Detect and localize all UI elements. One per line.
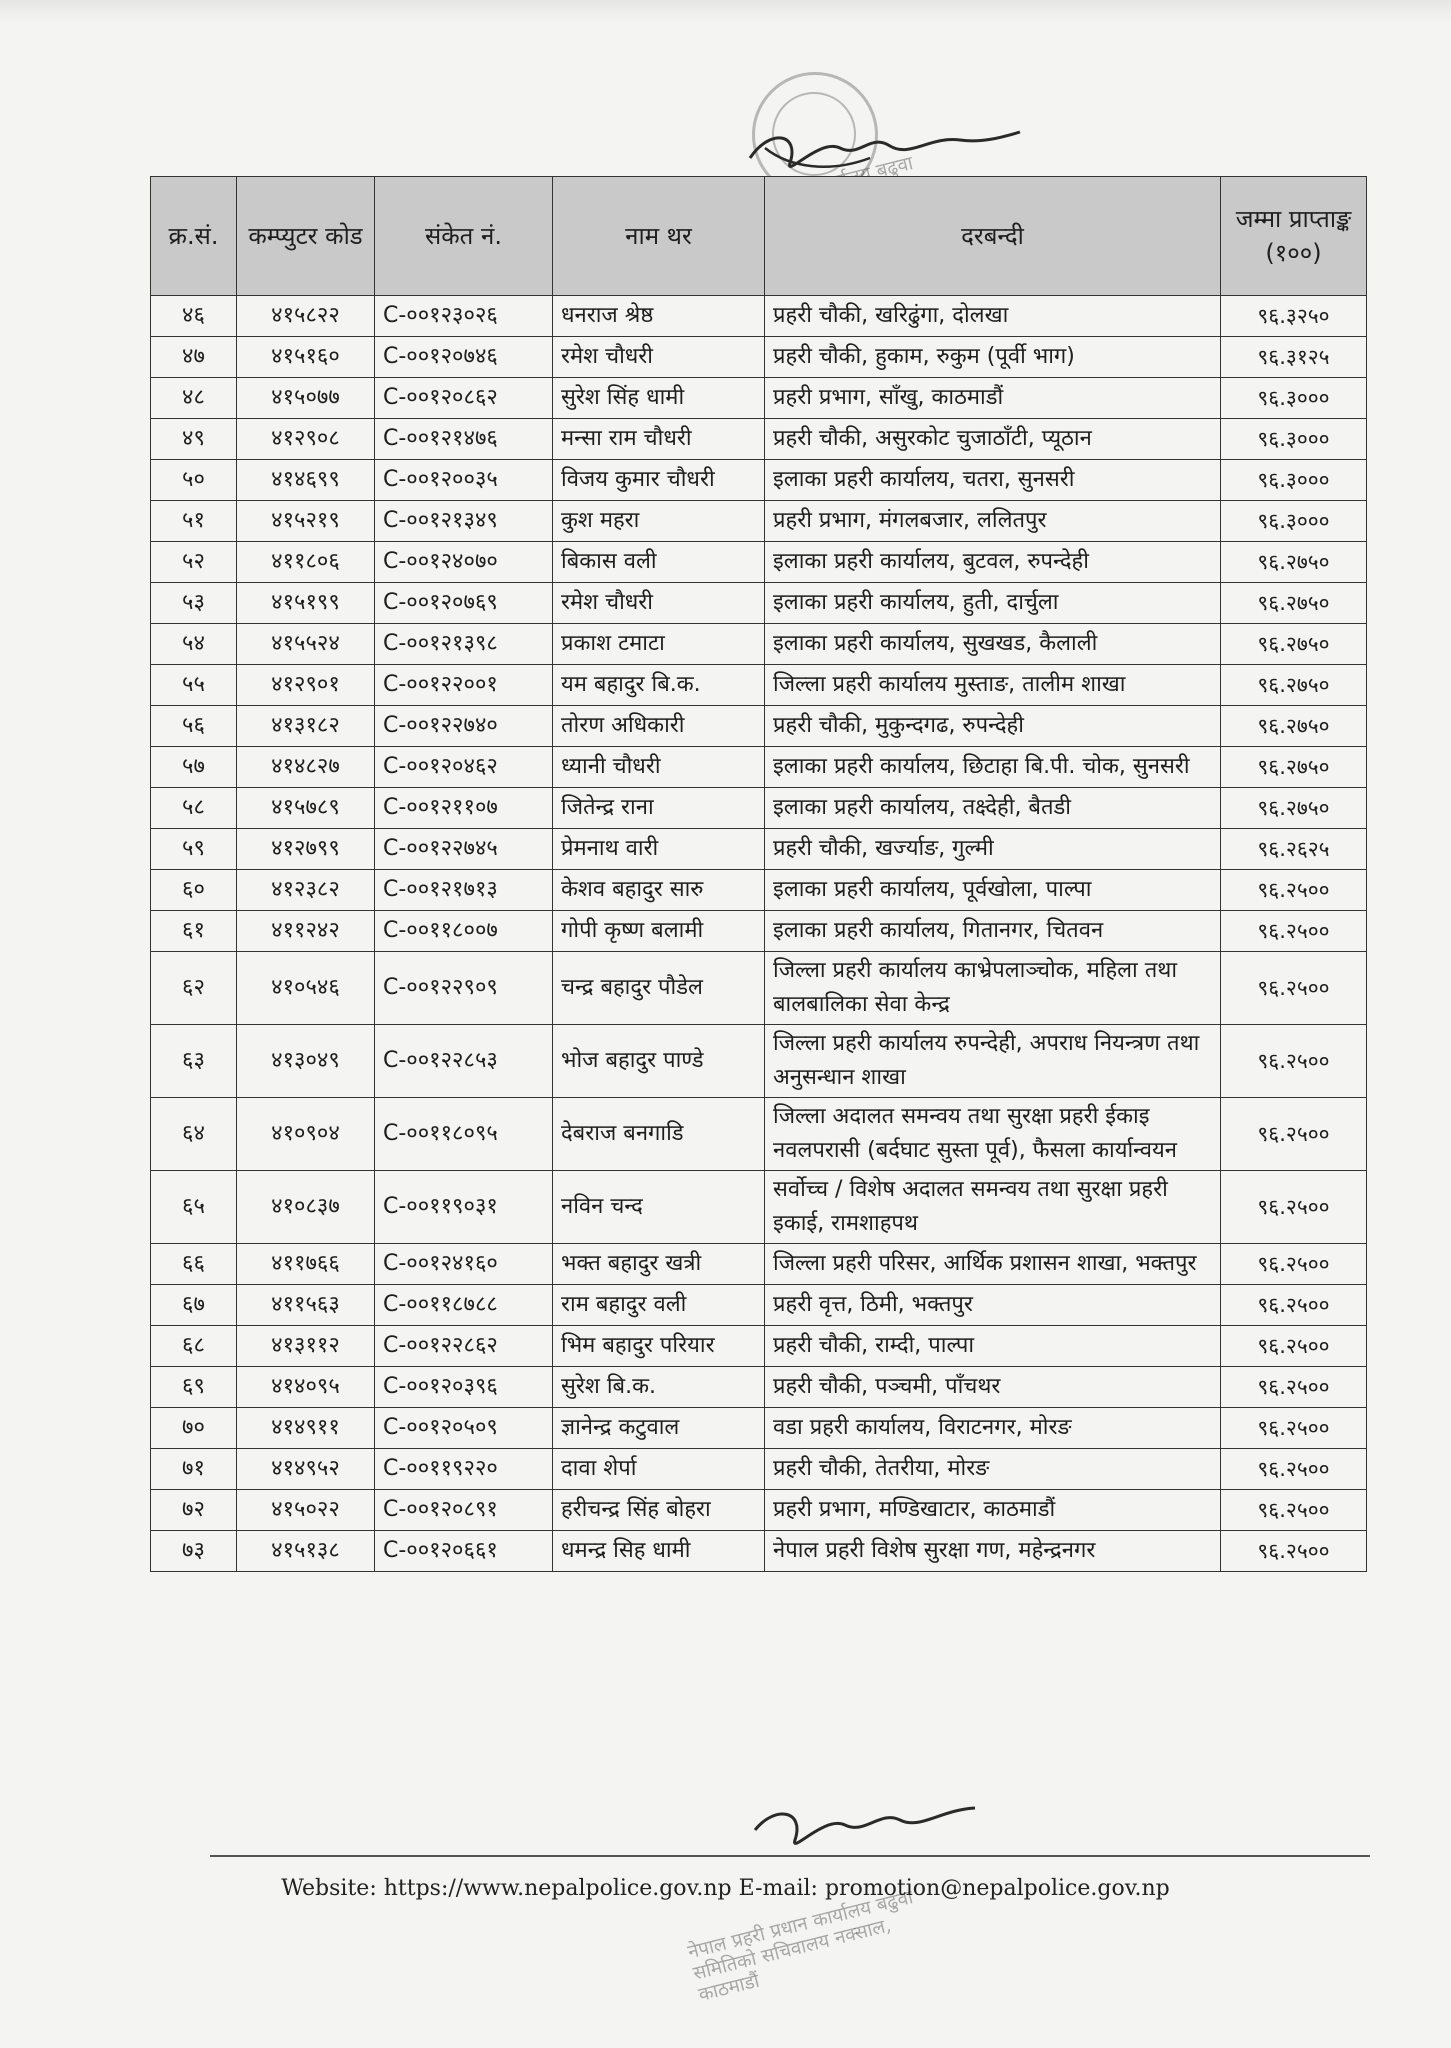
cell-computer-code: ४१०५४६ bbox=[237, 952, 375, 1025]
cell-computer-code: ४१०८३७ bbox=[237, 1171, 375, 1244]
cell-name: रमेश चौधरी bbox=[553, 583, 765, 624]
cell-computer-code: ४१४९५२ bbox=[237, 1449, 375, 1490]
table-row bbox=[151, 1326, 1367, 1367]
cell-computer-code: ४१५८२२ bbox=[237, 296, 375, 337]
cell-computer-code: ४११२४२ bbox=[237, 911, 375, 952]
cell-score: ९६.३००० bbox=[1221, 501, 1367, 542]
cell-sn: ४७ bbox=[151, 337, 237, 378]
scan-top-edge bbox=[0, 0, 1451, 22]
cell-symbol-no: C-००१२२८५३ bbox=[375, 1025, 553, 1098]
cell-post: प्रहरी वृत्त, ठिमी, भक्तपुर bbox=[765, 1285, 1221, 1326]
cell-post: जिल्ला प्रहरी परिसर, आर्थिक प्रशासन शाखा, भक्तपुर bbox=[765, 1244, 1221, 1285]
cell-score: ९६.२७५० bbox=[1221, 706, 1367, 747]
cell-name: गोपी कृष्ण बलामी bbox=[553, 911, 765, 952]
cell-sn: ५१ bbox=[151, 501, 237, 542]
cell-sn: ७० bbox=[151, 1408, 237, 1449]
cell-score: ९६.२५०० bbox=[1221, 1098, 1367, 1171]
table-row bbox=[151, 460, 1367, 501]
cell-computer-code: ४१४०९५ bbox=[237, 1367, 375, 1408]
cell-score: ९६.३१२५ bbox=[1221, 337, 1367, 378]
cell-symbol-no: C-००१२४०७० bbox=[375, 542, 553, 583]
cell-name: बिकास वली bbox=[553, 542, 765, 583]
cell-computer-code: ४१५५२४ bbox=[237, 624, 375, 665]
cell-computer-code: ४१२९०८ bbox=[237, 419, 375, 460]
cell-sn: ६० bbox=[151, 870, 237, 911]
cell-score: ९६.२७५० bbox=[1221, 624, 1367, 665]
cell-post: सर्वोच्च / विशेष अदालत समन्वय तथा सुरक्षा प्रहरी इकाई, रामशाहपथ bbox=[765, 1171, 1221, 1244]
table-row bbox=[151, 665, 1367, 706]
cell-sn: ६१ bbox=[151, 911, 237, 952]
cell-post: प्रहरी प्रभाग, मण्डिखाटार, काठमाडौं bbox=[765, 1490, 1221, 1531]
cell-post: जिल्ला प्रहरी कार्यालय मुस्ताङ, तालीम शाखा bbox=[765, 665, 1221, 706]
cell-sn: ५० bbox=[151, 460, 237, 501]
cell-sn: ५४ bbox=[151, 624, 237, 665]
cell-symbol-no: C-००१२०७६९ bbox=[375, 583, 553, 624]
cell-score: ९६.२७५० bbox=[1221, 583, 1367, 624]
table-row bbox=[151, 1408, 1367, 1449]
cell-name: देबराज बनगाडि bbox=[553, 1098, 765, 1171]
cell-score: ९६.२५०० bbox=[1221, 1171, 1367, 1244]
table-row bbox=[151, 829, 1367, 870]
cell-symbol-no: C-००१२०६६१ bbox=[375, 1531, 553, 1572]
cell-computer-code: ४१३०४९ bbox=[237, 1025, 375, 1098]
table-row bbox=[151, 747, 1367, 788]
cell-score: ९६.२५०० bbox=[1221, 1490, 1367, 1531]
cell-symbol-no: C-००११९२२० bbox=[375, 1449, 553, 1490]
cell-computer-code: ४१२९०१ bbox=[237, 665, 375, 706]
cell-post: इलाका प्रहरी कार्यालय, छिटाहा बि.पी. चोक, सुनसरी bbox=[765, 747, 1221, 788]
cell-post: प्रहरी चौकी, खर्ज्याङ, गुल्मी bbox=[765, 829, 1221, 870]
cell-name: भोज बहादुर पाण्डे bbox=[553, 1025, 765, 1098]
cell-symbol-no: C-००११९०३१ bbox=[375, 1171, 553, 1244]
table-row bbox=[151, 624, 1367, 665]
cell-post: प्रहरी चौकी, मुकुन्दगढ, रुपन्देही bbox=[765, 706, 1221, 747]
cell-name: केशव बहादुर सारु bbox=[553, 870, 765, 911]
cell-sn: ४८ bbox=[151, 378, 237, 419]
cell-post: प्रहरी प्रभाग, मंगलबजार, ललितपुर bbox=[765, 501, 1221, 542]
cell-symbol-no: C-००१२१४७६ bbox=[375, 419, 553, 460]
cell-symbol-no: C-००१२१३९८ bbox=[375, 624, 553, 665]
cell-symbol-no: C-००१२३०२६ bbox=[375, 296, 553, 337]
cell-post: प्रहरी चौकी, असुरकोट चुजाठाँटी, प्यूठान bbox=[765, 419, 1221, 460]
table-row bbox=[151, 1285, 1367, 1326]
cell-score: ९६.२५०० bbox=[1221, 1285, 1367, 1326]
cell-symbol-no: C-००१२०८६२ bbox=[375, 378, 553, 419]
cell-symbol-no: C-००११८०९५ bbox=[375, 1098, 553, 1171]
cell-computer-code: ४१५०२२ bbox=[237, 1490, 375, 1531]
table-row bbox=[151, 788, 1367, 829]
cell-post: इलाका प्रहरी कार्यालय, बुटवल, रुपन्देही bbox=[765, 542, 1221, 583]
cell-name: धनराज श्रेष्ठ bbox=[553, 296, 765, 337]
cell-post: इलाका प्रहरी कार्यालय, पूर्वखोला, पाल्पा bbox=[765, 870, 1221, 911]
cell-name: भिम बहादुर परियार bbox=[553, 1326, 765, 1367]
cell-computer-code: ४११७६६ bbox=[237, 1244, 375, 1285]
cell-score: ९६.२५०० bbox=[1221, 911, 1367, 952]
cell-sn: ५३ bbox=[151, 583, 237, 624]
table-row bbox=[151, 1490, 1367, 1531]
cell-score: ९६.२५०० bbox=[1221, 1025, 1367, 1098]
footer-rule bbox=[210, 1855, 1370, 1857]
header-symbol-no: संकेत नं. bbox=[375, 177, 553, 296]
table-row bbox=[151, 1025, 1367, 1098]
cell-post: इलाका प्रहरी कार्यालय, हुती, दार्चुला bbox=[765, 583, 1221, 624]
cell-sn: ५५ bbox=[151, 665, 237, 706]
cell-post: जिल्ला अदालत समन्वय तथा सुरक्षा प्रहरी ईकाइ नवलपरासी (बर्दघाट सुस्ता पूर्व), फैसला कार्यान्वयन bbox=[765, 1098, 1221, 1171]
cell-sn: ६२ bbox=[151, 952, 237, 1025]
cell-score: ९६.२५०० bbox=[1221, 1408, 1367, 1449]
cell-post: इलाका प्रहरी कार्यालय, गितानगर, चितवन bbox=[765, 911, 1221, 952]
table-row bbox=[151, 378, 1367, 419]
cell-score: ९६.३००० bbox=[1221, 460, 1367, 501]
cell-score: ९६.२७५० bbox=[1221, 665, 1367, 706]
cell-symbol-no: C-००१२२७४० bbox=[375, 706, 553, 747]
cell-computer-code: ४१२३८२ bbox=[237, 870, 375, 911]
cell-symbol-no: C-००१२१३४९ bbox=[375, 501, 553, 542]
signature-bottom bbox=[745, 1790, 985, 1860]
cell-name: ज्ञानेन्द्र कटुवाल bbox=[553, 1408, 765, 1449]
header-post: दरबन्दी bbox=[765, 177, 1221, 296]
cell-sn: ६३ bbox=[151, 1025, 237, 1098]
cell-name: दावा शेर्पा bbox=[553, 1449, 765, 1490]
cell-computer-code: ४१२७९९ bbox=[237, 829, 375, 870]
cell-sn: ४९ bbox=[151, 419, 237, 460]
cell-post: प्रहरी चौकी, तेतरीया, मोरङ bbox=[765, 1449, 1221, 1490]
cell-name: चन्द्र बहादुर पौडेल bbox=[553, 952, 765, 1025]
cell-symbol-no: C-००१२०३९६ bbox=[375, 1367, 553, 1408]
cell-computer-code: ४१४८२७ bbox=[237, 747, 375, 788]
cell-computer-code: ४११८०६ bbox=[237, 542, 375, 583]
cell-name: यम बहादुर बि.क. bbox=[553, 665, 765, 706]
footer-website: Website: https://www.nepalpolice.gov.np E-mail: promotion@nepalpolice.gov.np bbox=[281, 1876, 1170, 1901]
table-row bbox=[151, 1171, 1367, 1244]
cell-score: ९६.२७५० bbox=[1221, 542, 1367, 583]
cell-name: कुश महरा bbox=[553, 501, 765, 542]
cell-post: प्रहरी चौकी, हुकाम, रुकुम (पूर्वी भाग) bbox=[765, 337, 1221, 378]
table-row bbox=[151, 1449, 1367, 1490]
table-row bbox=[151, 337, 1367, 378]
cell-score: ९६.२५०० bbox=[1221, 1244, 1367, 1285]
cell-name: राम बहादुर वली bbox=[553, 1285, 765, 1326]
cell-score: ९६.२५०० bbox=[1221, 952, 1367, 1025]
cell-name: रमेश चौधरी bbox=[553, 337, 765, 378]
cell-symbol-no: C-००१२२७४५ bbox=[375, 829, 553, 870]
header-computer-code: कम्प्युटर कोड bbox=[237, 177, 375, 296]
cell-sn: ५८ bbox=[151, 788, 237, 829]
table-row bbox=[151, 1244, 1367, 1285]
cell-computer-code: ४१४६९९ bbox=[237, 460, 375, 501]
cell-symbol-no: C-००११८००७ bbox=[375, 911, 553, 952]
cell-post: जिल्ला प्रहरी कार्यालय रुपन्देही, अपराध नियन्त्रण तथा अनुसन्धान शाखा bbox=[765, 1025, 1221, 1098]
cell-post: इलाका प्रहरी कार्यालय, तक्ष्देही, बैतडी bbox=[765, 788, 1221, 829]
cell-symbol-no: C-००१२०५०९ bbox=[375, 1408, 553, 1449]
table-row bbox=[151, 911, 1367, 952]
cell-sn: ४६ bbox=[151, 296, 237, 337]
cell-post: इलाका प्रहरी कार्यालय, चतरा, सुनसरी bbox=[765, 460, 1221, 501]
cell-computer-code: ४१४९११ bbox=[237, 1408, 375, 1449]
table-row bbox=[151, 583, 1367, 624]
cell-post: प्रहरी प्रभाग, साँखु, काठमाडौं bbox=[765, 378, 1221, 419]
table-row bbox=[151, 952, 1367, 1025]
cell-computer-code: ४१५१६० bbox=[237, 337, 375, 378]
cell-symbol-no: C-००११८७८८ bbox=[375, 1285, 553, 1326]
cell-computer-code: ४१५०७७ bbox=[237, 378, 375, 419]
cell-score: ९६.३२५० bbox=[1221, 296, 1367, 337]
table-header-row bbox=[151, 177, 1367, 296]
cell-name: मन्सा राम चौधरी bbox=[553, 419, 765, 460]
cell-name: प्रेमनाथ वारी bbox=[553, 829, 765, 870]
cell-symbol-no: C-००१२१७१३ bbox=[375, 870, 553, 911]
cell-sn: ६७ bbox=[151, 1285, 237, 1326]
cell-post: प्रहरी चौकी, पञ्चमी, पाँचथर bbox=[765, 1367, 1221, 1408]
cell-name: तोरण अधिकारी bbox=[553, 706, 765, 747]
cell-name: विजय कुमार चौधरी bbox=[553, 460, 765, 501]
header-score: जम्मा प्राप्ताङ्क (१००) bbox=[1221, 177, 1367, 296]
cell-score: ९६.३००० bbox=[1221, 378, 1367, 419]
cell-sn: ६४ bbox=[151, 1098, 237, 1171]
cell-sn: ७३ bbox=[151, 1531, 237, 1572]
table-row bbox=[151, 1098, 1367, 1171]
cell-post: वडा प्रहरी कार्यालय, विराटनगर, मोरङ bbox=[765, 1408, 1221, 1449]
table-row bbox=[151, 542, 1367, 583]
cell-post: इलाका प्रहरी कार्यालय, सुखखड, कैलाली bbox=[765, 624, 1221, 665]
cell-score: ९६.२५०० bbox=[1221, 1531, 1367, 1572]
promotion-results-table bbox=[150, 176, 1367, 1572]
table-row bbox=[151, 1531, 1367, 1572]
cell-sn: ६९ bbox=[151, 1367, 237, 1408]
table-row bbox=[151, 706, 1367, 747]
cell-sn: ५९ bbox=[151, 829, 237, 870]
stamp-text-top: बढुवा bbox=[874, 152, 916, 183]
table-row bbox=[151, 1367, 1367, 1408]
cell-post: प्रहरी चौकी, खरिढुंगा, दोलखा bbox=[765, 296, 1221, 337]
table-row bbox=[151, 501, 1367, 542]
stamp-text-bottom: नेपाल प्रहरी प्रधान कार्यालय बढुवा समितिको सचिवालय नक्साल, काठमाडौं bbox=[685, 1886, 916, 2007]
cell-name: हरीचन्द्र सिंह बोहरा bbox=[553, 1490, 765, 1531]
cell-score: ९६.२७५० bbox=[1221, 747, 1367, 788]
cell-symbol-no: C-००१२००३५ bbox=[375, 460, 553, 501]
cell-sn: ७२ bbox=[151, 1490, 237, 1531]
table-row bbox=[151, 419, 1367, 460]
cell-symbol-no: C-००१२२९०९ bbox=[375, 952, 553, 1025]
table-body bbox=[151, 296, 1367, 1572]
cell-score: ९६.२५०० bbox=[1221, 1326, 1367, 1367]
cell-sn: ६५ bbox=[151, 1171, 237, 1244]
cell-post: जिल्ला प्रहरी कार्यालय काभ्रेपलाञ्चोक, महिला तथा बालबालिका सेवा केन्द्र bbox=[765, 952, 1221, 1025]
cell-computer-code: ४१०९०४ bbox=[237, 1098, 375, 1171]
cell-sn: ५२ bbox=[151, 542, 237, 583]
cell-sn: ६८ bbox=[151, 1326, 237, 1367]
cell-sn: ७१ bbox=[151, 1449, 237, 1490]
cell-name: धमन्द्र सिह धामी bbox=[553, 1531, 765, 1572]
cell-post: नेपाल प्रहरी विशेष सुरक्षा गण, महेन्द्रनगर bbox=[765, 1531, 1221, 1572]
cell-symbol-no: C-००१२११०७ bbox=[375, 788, 553, 829]
cell-name: जितेन्द्र राना bbox=[553, 788, 765, 829]
cell-score: ९६.२६२५ bbox=[1221, 829, 1367, 870]
cell-sn: ६६ bbox=[151, 1244, 237, 1285]
cell-computer-code: ४१३१८२ bbox=[237, 706, 375, 747]
cell-computer-code: ४१५१३८ bbox=[237, 1531, 375, 1572]
cell-name: सुरेश बि.क. bbox=[553, 1367, 765, 1408]
cell-symbol-no: C-००१२०७४६ bbox=[375, 337, 553, 378]
cell-score: ९६.२५०० bbox=[1221, 1367, 1367, 1408]
cell-computer-code: ४१३११२ bbox=[237, 1326, 375, 1367]
cell-symbol-no: C-००१२२८६२ bbox=[375, 1326, 553, 1367]
cell-name: नविन चन्द bbox=[553, 1171, 765, 1244]
cell-name: सुरेश सिंह धामी bbox=[553, 378, 765, 419]
cell-name: प्रकाश टमाटा bbox=[553, 624, 765, 665]
cell-computer-code: ४१५७८९ bbox=[237, 788, 375, 829]
cell-computer-code: ४१५१९९ bbox=[237, 583, 375, 624]
cell-score: ९६.२५०० bbox=[1221, 870, 1367, 911]
cell-symbol-no: C-००१२२००१ bbox=[375, 665, 553, 706]
cell-computer-code: ४११५६३ bbox=[237, 1285, 375, 1326]
cell-computer-code: ४१५२१९ bbox=[237, 501, 375, 542]
cell-sn: ५६ bbox=[151, 706, 237, 747]
cell-symbol-no: C-००१२४१६० bbox=[375, 1244, 553, 1285]
header-sn: क्र.सं. bbox=[151, 177, 237, 296]
table-row bbox=[151, 296, 1367, 337]
cell-sn: ५७ bbox=[151, 747, 237, 788]
cell-symbol-no: C-००१२०४६२ bbox=[375, 747, 553, 788]
cell-post: प्रहरी चौकी, राम्दी, पाल्पा bbox=[765, 1326, 1221, 1367]
header-name: नाम थर bbox=[553, 177, 765, 296]
cell-name: ध्यानी चौधरी bbox=[553, 747, 765, 788]
cell-symbol-no: C-००१२०८९१ bbox=[375, 1490, 553, 1531]
table-row bbox=[151, 870, 1367, 911]
cell-score: ९६.२७५० bbox=[1221, 788, 1367, 829]
cell-score: ९६.२५०० bbox=[1221, 1449, 1367, 1490]
cell-score: ९६.३००० bbox=[1221, 419, 1367, 460]
cell-name: भक्त बहादुर खत्री bbox=[553, 1244, 765, 1285]
